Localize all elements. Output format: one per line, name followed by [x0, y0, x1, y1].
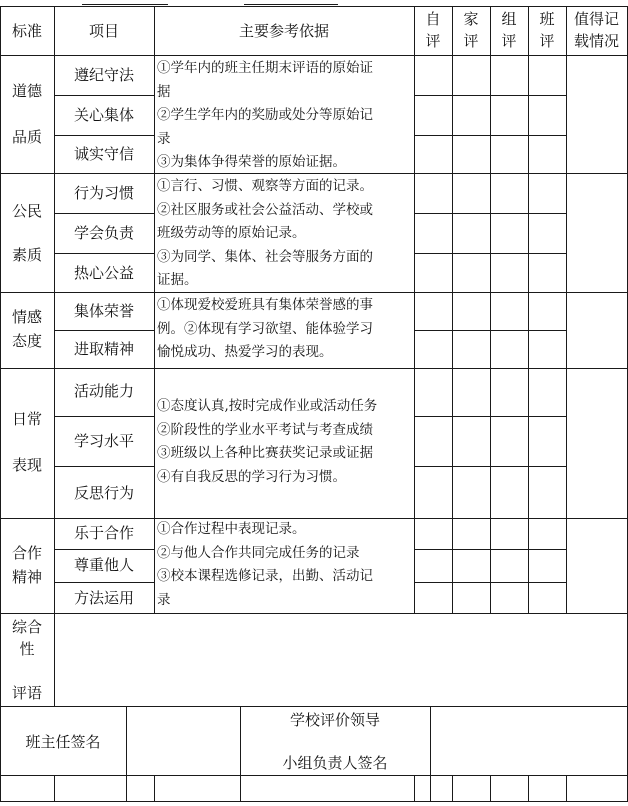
basis-line: ③为同学、集体、社会等服务方面的 [157, 248, 373, 265]
header-class-eval-1: 班 [539, 10, 555, 28]
section-standard-cooperation-1: 合作 [11, 544, 42, 562]
item-label: 行为习惯 [73, 184, 134, 202]
section-standard-moral-2: 品质 [11, 128, 42, 146]
item-label: 尊重他人 [73, 556, 134, 574]
item-label: 集体荣誉 [73, 302, 134, 320]
grid-line [0, 775, 628, 776]
basis-line: ①态度认真,按时完成作业或活动任务 [157, 398, 378, 414]
grid-line [54, 213, 154, 214]
head-teacher-signature-field[interactable] [127, 707, 239, 774]
comment-label-3: 评语 [11, 684, 42, 702]
basis-line: ①体现爱校爱班具有集体荣誉感的事 [157, 297, 373, 313]
grid-line [154, 775, 155, 802]
basis-text-attitude [157, 294, 373, 365]
grid-line [414, 775, 415, 802]
grid-line [54, 253, 154, 254]
school-leader-label: 学校评价领导 [289, 711, 380, 729]
section-standard-moral-1: 道德 [11, 82, 42, 100]
basis-line: 证据。 [157, 272, 198, 288]
header-self-eval-1: 自 [425, 10, 441, 28]
item-label: 进取精神 [73, 340, 134, 358]
item-label: 乐于合作 [73, 524, 134, 542]
item-label: 反思行为 [73, 484, 134, 502]
header-record-1: 值得记 [573, 10, 619, 28]
comment-label-1: 综合 [11, 618, 42, 636]
basis-line: ②阶段性的学业水平考试与考查成绩 [157, 421, 373, 438]
item-label: 活动能力 [73, 382, 134, 400]
header-parent-eval-2: 评 [463, 32, 479, 50]
basis-line: 录 [157, 591, 171, 608]
basis-line: ②学生学年内的奖励或处分等原始记 [157, 107, 373, 123]
grid-line [54, 95, 154, 96]
basis-line: ②社区服务或社会公益活动、学校或 [157, 201, 373, 218]
basis-line: ③为集体争得荣誉的原始证据。 [157, 154, 346, 170]
header-parent-eval-1: 家 [463, 10, 479, 28]
basis-line: ④有自我反思的学习行为习惯。 [157, 468, 346, 485]
basis-line: 例。②体现有学习欲望、能体验学习 [157, 320, 373, 337]
grid-line [566, 775, 567, 802]
section-standard-daily-2: 表现 [11, 456, 42, 474]
section-standard-civic-2: 素质 [11, 246, 42, 264]
header-item: 项目 [88, 22, 119, 40]
basis-line: ②与他人合作共同完成任务的记录 [157, 544, 360, 561]
grid-line [452, 6, 453, 613]
grid-line [54, 416, 154, 417]
grid-line [0, 368, 628, 369]
top-underline-right [244, 4, 338, 5]
grid-line [54, 330, 154, 331]
group-leader-signature-field[interactable] [431, 707, 626, 774]
grid-line [414, 6, 415, 613]
grid-line [54, 135, 154, 136]
section-standard-attitude-1: 情感 [11, 308, 42, 326]
section-standard-attitude-2: 态度 [11, 332, 42, 350]
basis-line: 录 [157, 130, 171, 147]
grid-line [0, 6, 628, 7]
item-label: 学习水平 [73, 432, 134, 450]
basis-text-daily [157, 395, 377, 489]
basis-line: ③校本课程选修记录，出勤、活动记 [157, 568, 373, 584]
top-underline-left [82, 4, 168, 5]
item-label: 诚实守信 [73, 145, 134, 163]
item-label: 遵纪守法 [73, 66, 134, 84]
basis-line: ①言行、习惯、观察等方面的记录。 [157, 178, 373, 194]
grid-line [0, 55, 628, 56]
item-label: 方法运用 [73, 589, 134, 607]
header-record-2: 载情况 [573, 32, 619, 50]
header-class-eval-2: 评 [539, 32, 555, 50]
comment-label-2: 性 [19, 640, 35, 658]
section-standard-cooperation-2: 精神 [11, 568, 42, 586]
basis-text-civic [157, 175, 373, 293]
grid-line [54, 466, 154, 467]
header-group-eval-1: 组 [501, 10, 517, 28]
basis-line: ①学年内的班主任期末评语的原始证 [157, 60, 373, 76]
basis-line: 班级劳动等的原始记录。 [157, 225, 306, 241]
basis-line: ③班级以上各种比赛获奖记录或证据 [157, 445, 373, 461]
head-teacher-signature-label: 班主任签名 [25, 733, 101, 751]
item-label: 关心集体 [73, 106, 134, 124]
section-standard-daily-1: 日常 [11, 410, 42, 428]
basis-line: ①合作过程中表现记录。 [157, 521, 306, 537]
header-standard: 标准 [11, 22, 42, 40]
header-self-eval-2: 评 [425, 32, 441, 50]
grid-line [54, 775, 55, 802]
basis-text-cooperation [157, 518, 373, 612]
grid-line [490, 6, 491, 613]
basis-line: 据 [157, 83, 171, 100]
item-label: 学会负责 [73, 224, 134, 242]
basis-line: 愉悦成功、热爱学习的表现。 [157, 344, 333, 360]
basis-text-moral [157, 57, 373, 175]
item-label: 热心公益 [73, 264, 134, 282]
header-group-eval-2: 评 [501, 32, 517, 50]
grid-line [0, 801, 628, 802]
grid-line [566, 6, 567, 613]
grid-line [54, 549, 154, 550]
grid-line [452, 775, 453, 802]
comment-field[interactable] [55, 614, 626, 705]
grid-line [528, 6, 529, 613]
grid-line [54, 582, 154, 583]
group-leader-signature-label: 小组负责人签名 [282, 754, 388, 772]
grid-line [528, 775, 529, 802]
grid-line [490, 775, 491, 802]
grid-line [154, 6, 155, 613]
header-basis: 主要参考依据 [238, 22, 329, 40]
section-standard-civic-1: 公民 [11, 202, 42, 220]
